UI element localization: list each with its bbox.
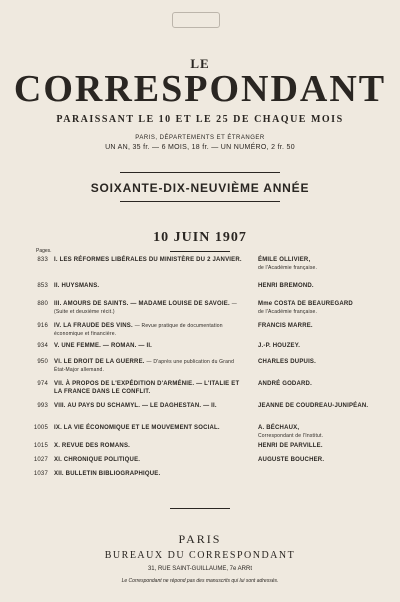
publisher-offices: BUREAUX DU CORRESPONDANT bbox=[104, 550, 296, 561]
toc-page: 916 bbox=[37, 323, 48, 329]
toc-page: 950 bbox=[37, 359, 48, 365]
date-underline bbox=[170, 251, 230, 252]
toc-title: IV. LA FRAUDE DES VINS. — Revue pratique de documentation économique et financière. bbox=[54, 323, 223, 337]
toc-title: VII. À PROPOS DE L'EXPÉDITION D'ARMÉNIE. — L'ITALIE ET LA FRANCE DANS LE CONFLIT. bbox=[54, 381, 240, 395]
toc-author: Mme COSTA DE BEAUREGARD de l'Académie française. bbox=[258, 301, 353, 315]
issue-date: 10 JUIN 1907 bbox=[153, 230, 247, 245]
toc-author: FRANCIS MARRE. bbox=[258, 323, 313, 329]
toc-title: V. UNE FEMME. — ROMAN. — II. bbox=[54, 343, 153, 349]
toc-author: J.-P. HOUZEY. bbox=[258, 343, 301, 349]
subscription-prices: UN AN, 35 fr. — 6 MOIS, 18 fr. — UN NUMÉRO, 2 fr. 50 bbox=[105, 144, 295, 151]
toc-title: I. LES RÉFORMES LIBÉRALES DU MINISTÈRE DU 2 JANVIER. bbox=[54, 257, 242, 263]
toc-author: HENRI BREMOND. bbox=[258, 283, 314, 289]
toc-title: II. HUYSMANS. bbox=[54, 283, 100, 289]
toc-page: 1015 bbox=[33, 443, 48, 449]
toc-author: AUGUSTE BOUCHER. bbox=[258, 457, 325, 463]
divider-top bbox=[120, 172, 280, 173]
toc-page: 1037 bbox=[33, 471, 48, 477]
library-stamp bbox=[172, 12, 220, 28]
toc-page: 880 bbox=[37, 301, 48, 307]
toc-page: 934 bbox=[37, 343, 48, 349]
toc-title: XII. BULLETIN BIBLIOGRAPHIQUE. bbox=[54, 471, 161, 477]
toc-page: 974 bbox=[37, 381, 48, 387]
footer-divider bbox=[170, 508, 230, 509]
toc-title: VI. LE DROIT DE LA GUERRE. — D'après une publication du Grand État-Major allemand. bbox=[54, 359, 235, 373]
toc-author: ANDRÉ GODARD. bbox=[258, 381, 312, 387]
toc-page: 833 bbox=[37, 257, 48, 263]
toc-title: III. AMOURS DE SAINTS. — MADAME LOUISE DE SAVOIE. — (Suite et deuxième récit.) bbox=[54, 301, 237, 315]
toc-author: HENRI DE PARVILLE. bbox=[258, 443, 323, 449]
manuscript-notice: Le Correspondant ne répond pas des manuscrits qui lui sont adressés. bbox=[121, 578, 279, 584]
toc-page: 1005 bbox=[33, 425, 48, 431]
volume-year: SOIXANTE-DIX-NEUVIÈME ANNÉE bbox=[90, 181, 310, 195]
masthead-title: CORRESPONDANT bbox=[13, 68, 387, 110]
subscription-heading: PARIS, DÉPARTEMENTS ET ÉTRANGER bbox=[135, 135, 265, 141]
toc-title: VIII. AU PAYS DU SCHAMYL. — LE DAGHESTAN. — II. bbox=[54, 403, 217, 409]
toc-page: 853 bbox=[37, 283, 48, 289]
toc-author: JEANNE DE COUDREAU-JUNIPÉAN. bbox=[258, 403, 369, 409]
toc-title: XI. CHRONIQUE POLITIQUE. bbox=[54, 457, 141, 463]
toc-page: 993 bbox=[37, 403, 48, 409]
toc-page: 1027 bbox=[33, 457, 48, 463]
pages-column-label: Pages. bbox=[36, 248, 52, 254]
publication-frequency: PARAISSANT LE 10 ET LE 25 DE CHAQUE MOIS bbox=[56, 114, 344, 125]
toc-author: ÉMILE OLLIVIER, de l'Académie française. bbox=[258, 257, 318, 271]
publisher-city: PARIS bbox=[178, 532, 222, 546]
toc-title: IX. LA VIE ÉCONOMIQUE ET LE MOUVEMENT SOCIAL. bbox=[54, 425, 220, 431]
toc-title: X. REVUE DES ROMANS. bbox=[54, 443, 131, 449]
toc-author: A. BÉCHAUX, Correspondant de l'Institut. bbox=[258, 425, 324, 439]
publisher-address: 31, RUE SAINT-GUILLAUME, 7e ARRt bbox=[147, 566, 253, 572]
divider-bottom bbox=[120, 201, 280, 202]
toc-author: CHARLES DUPUIS. bbox=[258, 359, 317, 365]
masthead-article: LE bbox=[190, 56, 210, 71]
